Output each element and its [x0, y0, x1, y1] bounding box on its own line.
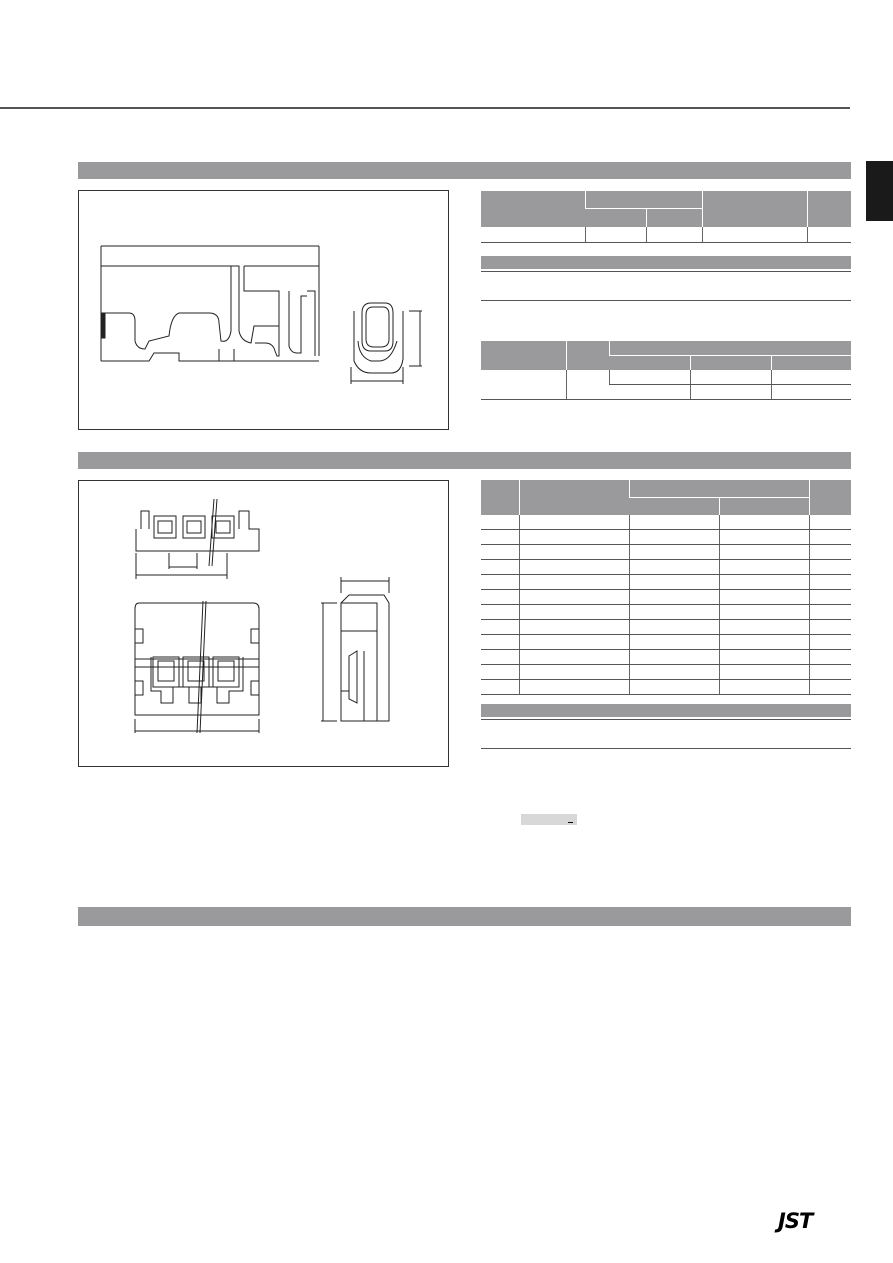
section-bar-terminal	[78, 162, 851, 179]
table-row	[481, 620, 851, 635]
jst-logo: JST	[778, 1209, 813, 1233]
table-row	[481, 370, 851, 385]
table-row	[481, 650, 851, 665]
section-bar-housing	[78, 452, 851, 469]
housing-spec-table	[481, 480, 851, 695]
table-header-row	[481, 480, 851, 498]
notes-rule	[481, 719, 851, 720]
table-row	[481, 560, 851, 575]
header-rule	[0, 107, 850, 109]
table-row	[481, 635, 851, 650]
chip-mark	[568, 822, 573, 823]
table-row	[481, 680, 851, 695]
table-row	[481, 590, 851, 605]
terminal-drawing-panel	[78, 190, 449, 430]
table-header-row	[481, 191, 851, 209]
table-row	[481, 665, 851, 680]
notes-rule	[481, 300, 851, 301]
housing-drawing-panel	[78, 480, 449, 767]
section-bar-bottom	[78, 907, 851, 926]
wire-spec-table	[481, 341, 851, 400]
table-row	[481, 530, 851, 545]
notes-rule	[481, 271, 851, 272]
table-row	[481, 515, 851, 530]
table-row	[481, 605, 851, 620]
terminal-spec-table	[481, 191, 851, 243]
notes-rule	[481, 748, 851, 749]
housing-notes-bar	[481, 704, 851, 717]
highlight-chip	[521, 814, 577, 825]
notes-bar	[481, 256, 851, 269]
table-header-row	[481, 341, 851, 356]
terminal-drawing	[79, 191, 448, 429]
section-index-tab	[866, 161, 893, 221]
housing-drawing	[79, 481, 448, 766]
table-row	[481, 545, 851, 560]
table-row	[481, 227, 851, 243]
table-row	[481, 575, 851, 590]
